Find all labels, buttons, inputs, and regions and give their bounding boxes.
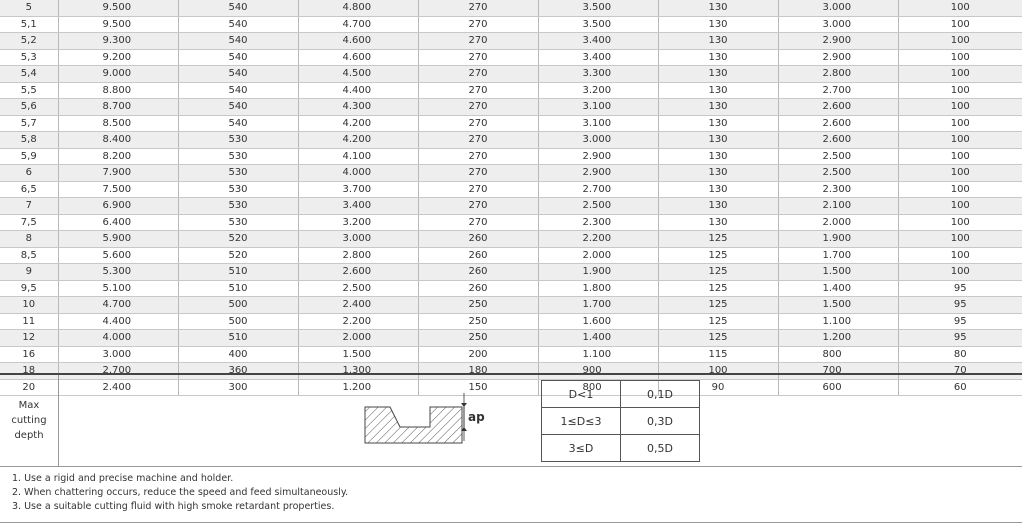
value-cell: 510 (178, 264, 298, 281)
value-cell: 600 (778, 379, 898, 396)
note-item: 3. Use a suitable cutting fluid with high smoke retardant properties. (12, 501, 335, 512)
value-cell: 5.300 (58, 264, 178, 281)
value-cell: 130 (658, 99, 778, 116)
value-cell: 5.600 (58, 247, 178, 264)
diameter-range: D<1 (542, 381, 621, 408)
value-cell: 3.400 (538, 49, 658, 66)
value-cell: 2.500 (778, 148, 898, 165)
value-cell: 70 (898, 363, 1022, 380)
diameter-cell: 7,5 (0, 214, 58, 231)
diameter-cell: 5,7 (0, 115, 58, 132)
diameter-cell: 5 (0, 0, 58, 16)
value-cell: 270 (418, 198, 538, 215)
value-cell: 2.900 (538, 165, 658, 182)
value-cell: 1.700 (778, 247, 898, 264)
max-cutting-depth-section (0, 373, 1022, 467)
value-cell: 510 (178, 330, 298, 347)
value-cell: 4.300 (298, 99, 418, 116)
diameter-cell: 5,1 (0, 16, 58, 33)
value-cell: 270 (418, 16, 538, 33)
value-cell: 400 (178, 346, 298, 363)
value-cell: 8.800 (58, 82, 178, 99)
value-cell: 2.600 (298, 264, 418, 281)
value-cell: 1.200 (298, 379, 418, 396)
value-cell: 100 (898, 132, 1022, 149)
value-cell: 2.600 (778, 132, 898, 149)
value-cell: 130 (658, 198, 778, 215)
value-cell: 270 (418, 132, 538, 149)
value-cell: 100 (898, 82, 1022, 99)
value-cell: 9.500 (58, 16, 178, 33)
value-cell: 130 (658, 181, 778, 198)
usage-notes (0, 465, 1022, 523)
table-row (0, 181, 1022, 198)
table-row (0, 148, 1022, 165)
value-cell: 700 (778, 363, 898, 380)
value-cell: 1.900 (778, 231, 898, 248)
value-cell: 1.100 (778, 313, 898, 330)
value-cell: 6.400 (58, 214, 178, 231)
cutting-depth-diagram (360, 391, 490, 451)
value-cell: 80 (898, 346, 1022, 363)
value-cell: 4.600 (298, 49, 418, 66)
value-cell: 100 (898, 16, 1022, 33)
diameter-cell: 11 (0, 313, 58, 330)
value-cell: 1.200 (778, 330, 898, 347)
value-cell: 1.900 (538, 264, 658, 281)
value-cell: 4.700 (58, 297, 178, 314)
value-cell: 510 (178, 280, 298, 297)
value-cell: 2.300 (538, 214, 658, 231)
value-cell: 4.700 (298, 16, 418, 33)
value-cell: 130 (658, 148, 778, 165)
value-cell: 260 (418, 247, 538, 264)
value-cell: 9.300 (58, 33, 178, 50)
value-cell: 1.100 (538, 346, 658, 363)
value-cell: 250 (418, 313, 538, 330)
diameter-cell: 18 (0, 363, 58, 380)
table-row (0, 132, 1022, 149)
value-cell: 360 (178, 363, 298, 380)
value-cell: 250 (418, 297, 538, 314)
diameter-range: 3≤D (542, 435, 621, 462)
value-cell: 520 (178, 247, 298, 264)
value-cell: 130 (658, 132, 778, 149)
value-cell: 125 (658, 247, 778, 264)
value-cell: 90 (658, 379, 778, 396)
value-cell: 270 (418, 33, 538, 50)
depth-value: 0,3D (621, 408, 700, 435)
diameter-cell: 20 (0, 379, 58, 396)
value-cell: 100 (898, 165, 1022, 182)
value-cell: 7.900 (58, 165, 178, 182)
value-cell: 125 (658, 280, 778, 297)
value-cell: 8.200 (58, 148, 178, 165)
value-cell: 1.500 (778, 264, 898, 281)
value-cell: 100 (898, 66, 1022, 83)
value-cell: 540 (178, 16, 298, 33)
value-cell: 3.000 (58, 346, 178, 363)
value-cell: 3.700 (298, 181, 418, 198)
value-cell: 3.500 (538, 0, 658, 16)
value-cell: 100 (898, 33, 1022, 50)
table-row (0, 264, 1022, 281)
value-cell: 125 (658, 330, 778, 347)
value-cell: 5.100 (58, 280, 178, 297)
diameter-cell: 6 (0, 165, 58, 182)
value-cell: 1.400 (778, 280, 898, 297)
value-cell: 530 (178, 148, 298, 165)
note-item: 1. Use a rigid and precise machine and holder. (12, 473, 234, 484)
table-row (0, 313, 1022, 330)
value-cell: 1.800 (538, 280, 658, 297)
value-cell: 260 (418, 280, 538, 297)
value-cell: 95 (898, 280, 1022, 297)
value-cell: 8.400 (58, 132, 178, 149)
value-cell: 2.500 (778, 165, 898, 182)
value-cell: 100 (898, 49, 1022, 66)
value-cell: 2.800 (778, 66, 898, 83)
value-cell: 270 (418, 66, 538, 83)
value-cell: 2.900 (538, 148, 658, 165)
diameter-cell: 6,5 (0, 181, 58, 198)
value-cell: 95 (898, 330, 1022, 347)
diameter-cell: 8 (0, 231, 58, 248)
value-cell: 270 (418, 165, 538, 182)
value-cell: 150 (418, 379, 538, 396)
value-cell: 540 (178, 49, 298, 66)
table-row (0, 280, 1022, 297)
value-cell: 800 (778, 346, 898, 363)
value-cell: 540 (178, 99, 298, 116)
value-cell: 100 (898, 264, 1022, 281)
diameter-cell: 7 (0, 198, 58, 215)
value-cell: 130 (658, 214, 778, 231)
value-cell: 2.000 (778, 214, 898, 231)
value-cell: 3.300 (538, 66, 658, 83)
value-cell: 530 (178, 214, 298, 231)
value-cell: 540 (178, 0, 298, 16)
value-cell: 540 (178, 115, 298, 132)
value-cell: 95 (898, 313, 1022, 330)
table-row (0, 247, 1022, 264)
value-cell: 2.700 (778, 82, 898, 99)
value-cell: 540 (178, 82, 298, 99)
value-cell: 530 (178, 132, 298, 149)
value-cell: 180 (418, 363, 538, 380)
value-cell: 530 (178, 198, 298, 215)
depth-value: 0,1D (621, 381, 700, 408)
value-cell: 270 (418, 0, 538, 16)
diameter-cell: 5,3 (0, 49, 58, 66)
value-cell: 4.600 (298, 33, 418, 50)
value-cell: 1.600 (538, 313, 658, 330)
value-cell: 5.900 (58, 231, 178, 248)
value-cell: 9.200 (58, 49, 178, 66)
workpiece-hatched-profile (365, 407, 462, 443)
value-cell: 3.400 (298, 198, 418, 215)
value-cell: 100 (898, 181, 1022, 198)
value-cell: 3.500 (538, 16, 658, 33)
value-cell: 270 (418, 181, 538, 198)
diameter-cell: 5,4 (0, 66, 58, 83)
value-cell: 100 (898, 231, 1022, 248)
value-cell: 8.700 (58, 99, 178, 116)
depth-label-line: cutting (11, 415, 47, 426)
value-cell: 8.500 (58, 115, 178, 132)
value-cell: 100 (898, 99, 1022, 116)
value-cell: 3.200 (538, 82, 658, 99)
value-cell: 500 (178, 297, 298, 314)
value-cell: 270 (418, 148, 538, 165)
value-cell: 2.500 (538, 198, 658, 215)
value-cell: 270 (418, 115, 538, 132)
depth-label-line: Max (18, 400, 40, 411)
value-cell: 250 (418, 330, 538, 347)
value-cell: 100 (898, 214, 1022, 231)
table-row (0, 115, 1022, 132)
value-cell: 95 (898, 297, 1022, 314)
value-cell: 500 (178, 313, 298, 330)
diameter-cell: 9 (0, 264, 58, 281)
diameter-cell: 12 (0, 330, 58, 347)
value-cell: 1.400 (538, 330, 658, 347)
value-cell: 130 (658, 16, 778, 33)
value-cell: 60 (898, 379, 1022, 396)
value-cell: 3.400 (538, 33, 658, 50)
diameter-cell: 5,6 (0, 99, 58, 116)
value-cell: 125 (658, 313, 778, 330)
depth-label-line: depth (14, 430, 44, 441)
table-row (0, 33, 1022, 50)
table-row (0, 214, 1022, 231)
value-cell: 100 (898, 148, 1022, 165)
diameter-range: 1≤D≤3 (542, 408, 621, 435)
diameter-cell: 10 (0, 297, 58, 314)
value-cell: 4.200 (298, 115, 418, 132)
diameter-cell: 9,5 (0, 280, 58, 297)
value-cell: 100 (898, 247, 1022, 264)
table-row (542, 435, 700, 462)
value-cell: 2.700 (58, 363, 178, 380)
value-cell: 1.300 (298, 363, 418, 380)
cutting-depth-table (541, 380, 700, 462)
value-cell: 4.100 (298, 148, 418, 165)
ap-label: ap (468, 410, 485, 424)
value-cell: 130 (658, 33, 778, 50)
value-cell: 270 (418, 214, 538, 231)
value-cell: 3.100 (538, 115, 658, 132)
value-cell: 130 (658, 165, 778, 182)
value-cell: 2.000 (538, 247, 658, 264)
value-cell: 2.600 (778, 115, 898, 132)
value-cell: 800 (538, 379, 658, 396)
value-cell: 2.600 (778, 99, 898, 116)
value-cell: 2.900 (778, 49, 898, 66)
table-row (0, 165, 1022, 182)
diameter-cell: 16 (0, 346, 58, 363)
table-row (0, 297, 1022, 314)
value-cell: 6.900 (58, 198, 178, 215)
diameter-cell: 5,8 (0, 132, 58, 149)
value-cell: 200 (418, 346, 538, 363)
value-cell: 100 (898, 0, 1022, 16)
value-cell: 530 (178, 165, 298, 182)
diameter-cell: 5,2 (0, 33, 58, 50)
value-cell: 130 (658, 66, 778, 83)
value-cell: 2.400 (298, 297, 418, 314)
value-cell: 2.100 (778, 198, 898, 215)
value-cell: 100 (898, 115, 1022, 132)
table-row (0, 0, 1022, 16)
table-row (0, 330, 1022, 347)
table-row (0, 49, 1022, 66)
value-cell: 125 (658, 231, 778, 248)
value-cell: 130 (658, 0, 778, 16)
value-cell: 9.000 (58, 66, 178, 83)
value-cell: 540 (178, 66, 298, 83)
value-cell: 4.400 (298, 82, 418, 99)
table-row (0, 231, 1022, 248)
value-cell: 270 (418, 99, 538, 116)
value-cell: 3.000 (778, 0, 898, 16)
value-cell: 100 (898, 198, 1022, 215)
value-cell: 4.200 (298, 132, 418, 149)
value-cell: 1.500 (298, 346, 418, 363)
value-cell: 270 (418, 49, 538, 66)
table-row (542, 408, 700, 435)
dimension-arrow-up (461, 403, 467, 407)
value-cell: 3.100 (538, 99, 658, 116)
value-cell: 4.000 (298, 165, 418, 182)
value-cell: 1.500 (778, 297, 898, 314)
value-cell: 2.200 (538, 231, 658, 248)
value-cell: 4.400 (58, 313, 178, 330)
value-cell: 900 (538, 363, 658, 380)
value-cell: 260 (418, 264, 538, 281)
table-row (0, 99, 1022, 116)
value-cell: 9.500 (58, 0, 178, 16)
value-cell: 3.000 (538, 132, 658, 149)
diameter-cell: 5,9 (0, 148, 58, 165)
value-cell: 260 (418, 231, 538, 248)
value-cell: 540 (178, 33, 298, 50)
table-row (0, 346, 1022, 363)
value-cell: 3.200 (298, 214, 418, 231)
value-cell: 2.900 (778, 33, 898, 50)
value-cell: 130 (658, 49, 778, 66)
depth-value: 0,5D (621, 435, 700, 462)
diameter-cell: 8,5 (0, 247, 58, 264)
value-cell: 130 (658, 82, 778, 99)
value-cell: 300 (178, 379, 298, 396)
table-row (0, 198, 1022, 215)
value-cell: 3.000 (298, 231, 418, 248)
value-cell: 4.000 (58, 330, 178, 347)
value-cell: 2.500 (298, 280, 418, 297)
note-item: 2. When chattering occurs, reduce the speed and feed simultaneously. (12, 487, 349, 498)
table-row (0, 66, 1022, 83)
value-cell: 115 (658, 346, 778, 363)
value-cell: 2.300 (778, 181, 898, 198)
value-cell: 3.000 (778, 16, 898, 33)
max-cutting-depth-label (0, 375, 59, 466)
diameter-cell: 5,5 (0, 82, 58, 99)
table-row (542, 381, 700, 408)
value-cell: 4.800 (298, 0, 418, 16)
value-cell: 130 (658, 115, 778, 132)
value-cell: 125 (658, 264, 778, 281)
value-cell: 520 (178, 231, 298, 248)
value-cell: 4.500 (298, 66, 418, 83)
value-cell: 530 (178, 181, 298, 198)
value-cell: 2.200 (298, 313, 418, 330)
value-cell: 2.700 (538, 181, 658, 198)
value-cell: 2.400 (58, 379, 178, 396)
value-cell: 1.700 (538, 297, 658, 314)
value-cell: 125 (658, 297, 778, 314)
value-cell: 270 (418, 82, 538, 99)
table-row (0, 82, 1022, 99)
value-cell: 2.000 (298, 330, 418, 347)
table-row (0, 16, 1022, 33)
value-cell: 2.800 (298, 247, 418, 264)
value-cell: 100 (658, 363, 778, 380)
value-cell: 7.500 (58, 181, 178, 198)
